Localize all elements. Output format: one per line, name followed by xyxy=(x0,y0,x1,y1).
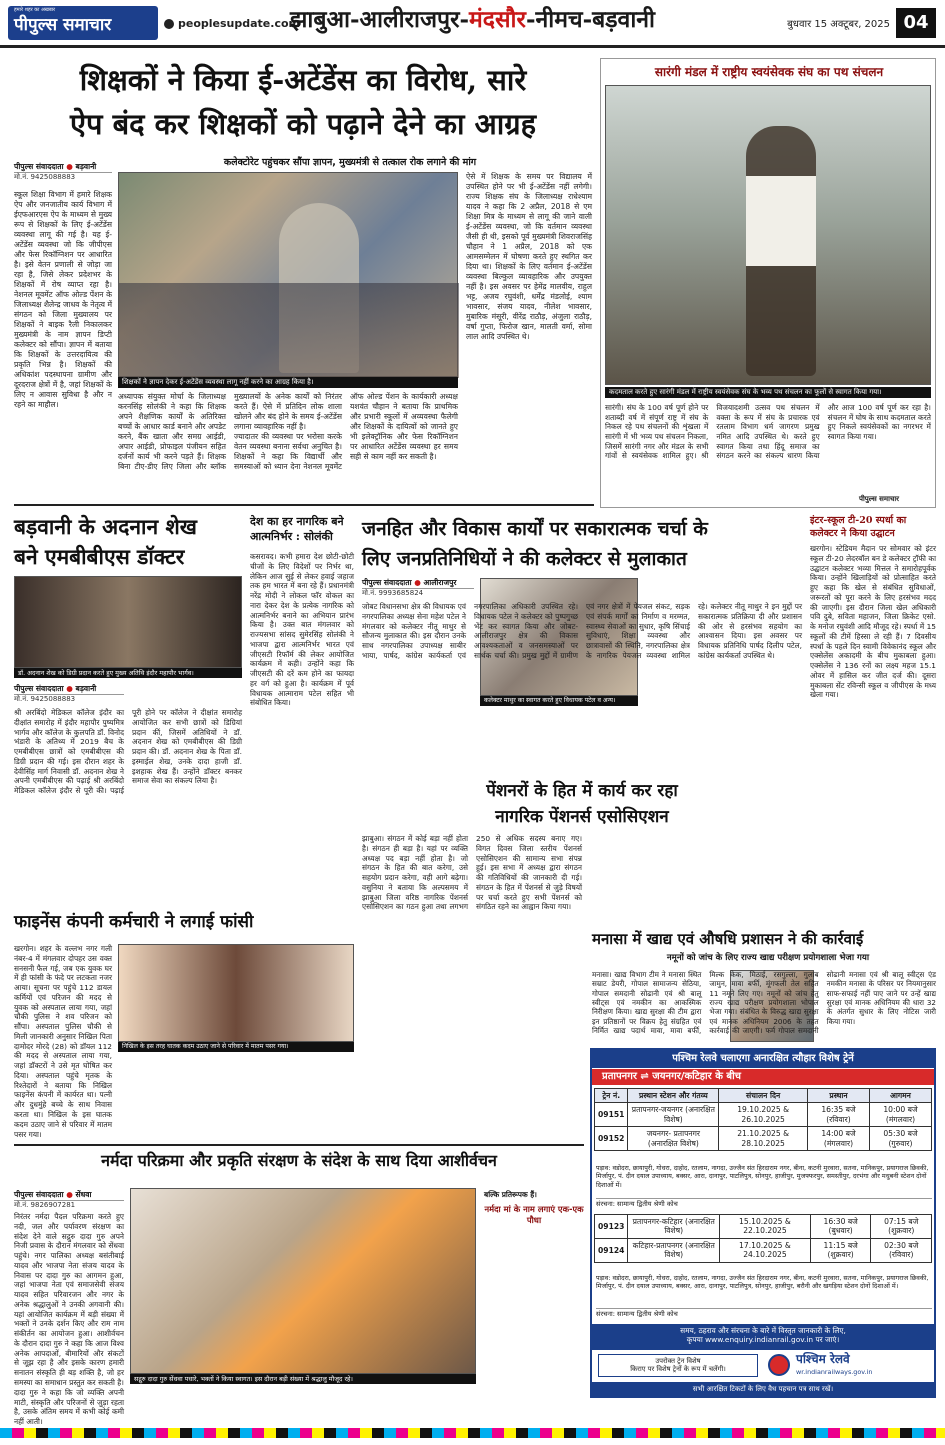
lead-mobile: मो.नं. 9425088883 xyxy=(14,173,76,182)
adnan-byline: पीपुल्स संवाददाता ● बड़वानी xyxy=(14,684,124,695)
collector-byline: पीपुल्स संवाददाता ● आलीराजपुर xyxy=(362,578,474,589)
rss-marcher-shirt xyxy=(746,176,816,266)
train-row xyxy=(595,1103,932,1127)
railway-qr-note: किराए पर विशेष ट्रेनों के रूप में चलेंगी। xyxy=(630,1365,726,1374)
railway-brand: पश्चिम रेलवे xyxy=(796,1352,850,1366)
lead-col2: अध्यापक संयुक्त मोर्चा के जिलाध्यक्ष करनसिंह सोलंकी ने कहा कि शिक्षक अपने शैक्षणिक कार्यों के अतिरिक्त बच्चों के आधार कार्ड बनाने और अपडेट करने, बैंक खाता और समग्र आईडी, अपार आईडी, प्रोफाइल पंजीयन सहित दर्जनों कार्य भी करने पड़ते हैं। शिक्षक बिना टीए-डीए लिए जिला और ब्लॉक मुख्यालयों के अनेक कार्यों को निरंतर करते हैं। ऐसे में प्रतिदिन लोक शाला खोलने और बंद होने के समय ई-अटेंडेंस लगाना व्यावहारिक नहीं है। xyxy=(118,392,342,472)
finance-photo xyxy=(118,944,354,1042)
lead-col4: ऐसे में शिक्षक के समय पर विद्यालय में उपस्थित होने पर भी ई-अटेंडेंस नहीं लगेगी। राज्य शिक्षक संघ के जिलाध्यक्ष राधेश्याम यादव ने कहा कि 2 अप्रैल, 2018 से एम शिक्षा मित्र के माध्यम से लागू की जाने वाली ई-अटेंडेंस व्यवस्था, जो कि वर्तमान व्यवस्था जैसी ही थी, इसको पूर्व मुख्यमंत्री शिवराजसिंह चौहान ने 1 अप्रैल, 2018 को एक आमसम्मेलन में घोषणा करते हुए स्थगित कर दिया था। शिक्षकों के लिए वर्तमान ई-अटेंडेंस व्यवस्था बिल्कुल व्यावहारिक और उपयुक्त नहीं है। इस अवसर पर हेमेंद्र मालवीय, राहुल भट्ट, अजय रघुवंशी, धर्मेंद्र मंडलोई, श्याम भावसार, संजय यादव, नीलेश भावसार, मुबारिक मंसूरी, वीरेंद्र राठौड़, अंजुला राठौड़, वर्षा गुप्ता, फिरोज खान, मालती वर्मा, सोमा लाल आदि उपस्थित थे। xyxy=(466,172,592,342)
narmada-photo xyxy=(130,1188,476,1374)
train-no: 09124 xyxy=(595,1238,628,1262)
route-arrow-icon: ⇌ xyxy=(640,1071,649,1082)
railway-coach-1: संरचना: सामान्य द्वितीय श्रेणी कोच xyxy=(596,1198,932,1208)
th-no: ट्रेन नं. xyxy=(595,1089,628,1103)
train-route: जयनगर- प्रतापनगर (अनारक्षित विशेष) xyxy=(628,1127,719,1151)
lead-headline xyxy=(14,58,592,146)
lead-col1: स्कूल शिक्षा विभाग में हमारे शिक्षक ऐप और जनजातीय कार्य विभाग में ईएफआरएस ऐप के माध्यम से मुख्य रूप से शिक्षकों के लिए ई-अटेंडेंस व्यवस्था लागू की गई है। यह ई-अटेंडेंस व्यवस्था जो कि जीपीएस और फेस रिकॉग्निशन पर आधारित है। इसे वेतन प्रणाली से जोड़ा जा रहा है, जिसे लेकर प्रदेशभर के शिक्षकों में रोष व्याप्त रहा है। नेशनल मूवमेंट ऑफ ओल्ड पेंशन के जिलाध्यक्ष शैलेन्द्र जाधव के नेतृत्व में संगठन को जिला मुख्यालय पर शिक्षकों ने बाइक रैली निकालकर मुख्यमंत्री के नाम ज्ञापन डिप्टी कलेक्टर को सौंपा। ज्ञापन में बताया कि शिक्षकों के उत्तरदायित्व की प्रकृति भिन्न है। शिक्षकों की अधिकांश पदस्थापना ग्रामीण और दूरदराज क्षेत्रों में है, जहां शिक्षकों के लिए न आवास सुविधा है और न रहने का माहौल। xyxy=(14,190,112,410)
narmada-mobile: मो.नं. 9826907281 xyxy=(14,1201,76,1210)
issue-date: बुधवार 15 अक्टूबर, 2025 xyxy=(787,19,890,30)
train-dep: 16:30 बजे (बुधवार) xyxy=(810,1215,871,1239)
narmada-caption: सद्गुरु दादा गुरु सेंधवा पधारे, भक्तों ने किया स्वागत। इस दौरान बड़ी संख्या में श्रद्धालु मौजूद रहे। xyxy=(130,1374,476,1384)
adnan-mobile: मो.नं. 9425088883 xyxy=(14,695,76,704)
train-table-header xyxy=(595,1089,932,1103)
region-title xyxy=(290,6,730,42)
lead-lower xyxy=(118,392,458,492)
lead-caption: शिक्षकों ने ज्ञापन देकर ई-अटेंडेंस व्यवस्था लागू नहीं करने का आग्रह किया है। xyxy=(118,377,458,388)
narmada-byline-box xyxy=(14,1190,124,1210)
pension-headline-2: नागरिक पेंशनर्स एसोसिएशन xyxy=(495,807,669,827)
railway-note: समय, ठहराव और संरचना के बारे में विस्तृत जानकारी के लिए, xyxy=(680,1326,846,1335)
train-route: कटिहार-प्रतापनगर (अनारक्षित विशेष) xyxy=(628,1238,720,1262)
train-days: 15.10.2025 & 22.10.2025 xyxy=(720,1215,811,1239)
collector-headline-1: जनहित और विकास कार्यों पर सकारात्मक चर्चा के xyxy=(362,518,708,540)
railway-qr-label: उपरोक्त ट्रेन विशेष xyxy=(655,1357,701,1365)
lead-divider xyxy=(14,504,594,506)
finance-caption: निखिल के इस तरह घातक कदम उठाए जाने से परिवार में मातम पसर गया। xyxy=(118,1042,354,1052)
lead-byline: पीपुल्स संवाददाता ● बड़वानी xyxy=(14,162,112,173)
interschool-body: खरगोन। स्टेडियम मैदान पर सोमवार को इंटर स्कूल टी-20 लेदरबॉल बन डे कलेक्टर ट्रॉफी का उद्घाटन कलेक्टर भव्या मित्तल ने समारोहपूर्वक किया। उन्होंने खिलाड़ियों को प्रोत्साहित करते हुए कहा कि खेल से संबंधित सुविधाओं, जरूरतों को पूरा करने के लिए हरसंभव मदद की जाएगी। इस दौरान जिला खेल अधिकारी पवि दुबे, सविता महाजन, जिला क्रिकेट एसो. के मनोज रघुवंशी आदि मौजूद रहे। स्पर्धा में 15 स्कूलों की टीमें हिस्सा ले रही हैं। 7 दिवसीय स्पर्धा के पहले दिन स्वामी विवेकानंद स्कूल और एक्सेलेंस अकादमी के बीच मुकाबला हुआ। एक्सेलेंस ने 136 रनों का लक्ष्य महज 15.1 ओवर में हासिल कर जीत दर्ज की। दूसरा मुकाबला सेंट रविन्सी स्कूल व जीपीएस के मध्य खेला गया। xyxy=(810,544,936,700)
food-headline: मनासा में खाद्य एवं औषधि प्रशासन ने की कार्रवाई xyxy=(592,930,864,948)
train-arr: 07:15 बजे (शुक्रवार) xyxy=(871,1215,932,1239)
rss-caption: कदमताल करते हुए सारंगी मंडल में राष्ट्रीय स्वयंसेवक संघ के भव्य पथ संचलन का फूलों से स्वागत किया गया। xyxy=(605,387,931,398)
railway-route xyxy=(592,1069,934,1085)
solanki-headline-2: आत्मनिर्भर : सोलंकी xyxy=(250,530,333,543)
train-dep: 14:00 बजे (मंगलवार) xyxy=(807,1127,869,1151)
solanki-headline-1: देश का हर नागरिक बने xyxy=(250,515,344,528)
train-arr: 02:30 बजे (रविवार) xyxy=(871,1238,932,1262)
adnan-byline-box xyxy=(14,684,124,704)
rss-box xyxy=(600,58,936,508)
collector-headline xyxy=(362,514,802,574)
train-no: 09152 xyxy=(595,1127,628,1151)
railway-footer: सभी आरक्षित टिकटों के लिए वैध पहचान पत्र साथ रखें। xyxy=(592,1382,934,1396)
finance-body: खरगोन। शहर के वल्लभ नगर गली नंबर-4 में मंगलवार दोपहर उस वक्त सनसनी फैल गई, जब एक युवक घर में ही फांसी के फंदे पर लटकता नजर आया। सूचना पर पहुंचे 112 डायल कर्मियों एवं परिजन की मदद से युवक को अस्पताल लाया गया, जहां चौकी पुलिस ने शव परिजन को सौंपा। अस्पताल पुलिस चौकी से मिली जानकारी अनुसार निखिल पिता दामोदर मोरदे (28) को डॉयल 112 की मदद से अस्पताल लाया गया, जहां डॉक्टरों ने उसे मृत घोषित कर दिया। अस्पताल पहुंचे मृतक के रिश्तेदारों ने बताया कि निखिल फाइनेंस कंपनी में कार्यरत था। पत्नी और दुधमुंहे बच्चे के साथ निवास करता था। निखिल के इस घातक कदम उठाए जाने से परिवार में मातम पसर गया। xyxy=(14,944,112,1139)
train-table-b xyxy=(594,1214,932,1263)
page-number: 04 xyxy=(896,8,936,38)
railway-note-box xyxy=(592,1324,934,1350)
rss-title: सारंगी मंडल में राष्ट्रीय स्वयंसेवक संघ का पथ संचलन xyxy=(654,65,884,79)
adnan-caption: डॉ. अदनान शेख को डिग्री प्रदान करते हुए मुख्य अतिथि इंदौर महापौर भार्गव। xyxy=(14,668,242,678)
narmada-headline: नर्मदा परिक्रमा और प्रकृति संरक्षण के संदेश के साथ दिया आशीर्वचन xyxy=(101,1151,497,1170)
pension-body: झाबुआ। संगठन में कोई बड़ा नहीं होता है। संगठन ही बड़ा है। यहां पर व्यक्ति अध्यक्ष पद बड़ा नहीं होता है। जो संगठन के हित की बात करेगा, उसे सहयोग प्रदान करेगा, वही आगे बढ़ेगा। वसुनिया ने बताया कि अल्पसमय में झाबुआ जिला वरिष्ठ नागरिक पेंशनर्स एसोसिएशन का गठन हुआ तथा लगभग 250 से अधिक सदस्य बनाए गए। विगत दिवस जिला स्तरीय पेंशनर्स एसोसिएशन की सामान्य सभा संपन्न हुई। इस सभा में अध्यक्ष द्वारा संगठन की गतिविधियों की जानकारी दी गई। संगठन के हित में पेंशनर्स से जुड़े विषयों पर चर्चा करते हुए सभी पेंशनर्स को संगठित रहने का आह्वान किया गया। xyxy=(362,834,582,912)
train-row xyxy=(595,1238,932,1262)
th-dep: प्रस्थान xyxy=(807,1089,869,1103)
region-a: झाबुआ-आलीराजपुर- xyxy=(290,6,470,33)
railway-site[interactable]: कृपया www.enquiry.indianrail.gov.in पर जाएं। xyxy=(686,1335,840,1345)
train-no: 09151 xyxy=(595,1103,628,1127)
adnan-headline xyxy=(14,512,244,572)
route-right: जयनगर/कटिहार के बीच xyxy=(652,1071,742,1082)
railway-qr-box xyxy=(598,1354,758,1377)
narmada-sub1: बल्कि प्रतिरूपक हैं। xyxy=(484,1190,537,1199)
train-dep: 16:35 बजे (रविवार) xyxy=(807,1103,869,1127)
railway-halts-1: पड़ाव: वडोदरा, छायापुरी, गोधरा, दाहोद, रतलाम, नागदा, उज्जैन संत हिरदाराम नगर, बीना, कटनी मुरवारा, सतना, मानिकपुर, प्रयागराज छिवकी, मिर्जापुर, पं. दीन दयाल उपाध्याय, बक्सर, आरा, दानापुर, पाटलिपुत्र, सोनपुर, हाजीपुर, मुजफ्फरपुर, समस्तीपुर, दरभंगा और मधुबनी स्टेशन दोनों दिशाओं में। xyxy=(596,1164,929,1189)
region-c: -नीमच-बड़वानी xyxy=(525,6,656,33)
solanki-headline xyxy=(250,514,354,544)
railway-title: पश्चिम रेलवे चलाएगा अनारक्षित त्यौहार विशेष ट्रेनें xyxy=(592,1050,934,1068)
collector-photo-mask xyxy=(474,578,642,708)
train-days: 21.10.2025 & 28.10.2025 xyxy=(719,1127,808,1151)
lead-col3: ज्यादातर की व्यवस्था पर भरोसा करके वेतन व्यवस्था बनाना सर्वथा अनुचित है। शिक्षकों ने कहा कि विद्यार्थी और समस्याओं को ध्यान देना नेशनल मूवमेंट ऑफ ओल्ड पेंशन के कार्यकारी अध्यक्ष यशवंत चौहान ने बताया कि प्राथमिक और प्रभारी स्कूलों में अव्यवस्था फैलेगी और शिक्षकों के दायित्वों को जानते हुए भी इलेक्ट्रॉनिक और फेस रिकॉग्निशन पर आधारित अटेंडेंस व्यवस्था हर समय सही से काम नहीं कर सकती है। xyxy=(234,392,458,472)
lead-subhead: कलेक्टोरेट पहुंचकर सौंपा ज्ञापन, मुख्यमंत्री से तत्काल रोक लगाने की मांग xyxy=(223,157,477,168)
logo-text: पीपुल्स समाचार xyxy=(14,15,112,35)
website-icon xyxy=(164,19,174,29)
adnan-headline-2: बने एमबीबीएस डॉक्टर xyxy=(14,544,185,569)
adnan-body: श्री अरबिंदो मेडिकल कॉलेज इंदौर का दीक्षांत समारोह में इंदौर महापौर पुष्यमित्र भार्गव और कॉलेज के कुलपति डॉ. विनोद भंडारी के अतिथ्य में 2019 बैच के एमबीबीएस छात्रों को एमबीबीएस की डिग्री प्रदान की गई। इस दौरान शहर के देवीसिंह मार्ग निवासी डॉ. अदनान शेख ने अपनी एमबीबीएस की पढ़ाई श्री अरबिंदो मेडिकल कॉलेज इंदौर से पूरी की। पढ़ाई पूरी होने पर कॉलेज ने दीक्षांत समारोह आयोजित कर सभी छात्रों को डिग्रियां प्रदान कीं, जिसमें अतिथियों ने डॉ. अदनान शेख को एमबीबीएस की डिग्री प्रदान की। डॉ. अदनान शेख के पिता डॉ. इस्माईल शेख, उनके दादा हाजी डॉ. इशहाक शेख हैं। उन्होंने डॉक्टर बनकर समाज सेवा का संकल्प लिया है। xyxy=(14,708,242,796)
region-b: मंदसौर xyxy=(469,6,526,33)
train-table-a xyxy=(594,1088,932,1151)
th-route: प्रस्थान स्टेशन और गंतव्य xyxy=(628,1089,719,1103)
lead-byline-box xyxy=(14,162,112,182)
railway-coach-2: संरचना: सामान्य द्वितीय श्रेणी कोच xyxy=(596,1308,932,1318)
narmada-divider xyxy=(14,1144,584,1146)
interschool-headline xyxy=(810,514,936,540)
finance-headline: फाइनेंस कंपनी कर्मचारी ने लगाई फांसी xyxy=(14,912,254,932)
train-row xyxy=(595,1215,932,1239)
masthead xyxy=(0,0,945,48)
solanki-body: कसरावद। कभी हमारा देश छोटी-छोटी चीजों के लिए विदेशों पर निर्भर था, लेकिन आज सुई से लेकर हवाई जहाज तक हम भारत में बना रहे हैं। प्रधानमंत्री नरेंद्र मोदी ने लोकल फॉर वोकल का नारा देकर देश के प्रत्येक नागरिक को आत्मनिर्भर बनाने का अभियान प्रारंभ किया है। उक्त बात मंगलवार को राज्यसभा सांसद सुमेरसिंह सोलंकी ने भाजपा द्वारा आत्मनिर्भर भारत एवं जीएसटी रिफॉर्म की लेकर आयोजित कार्यक्रम में कही। उन्होंने कहा कि जीएसटी की दरें कम होने का फायदा हर वर्ग को हुआ है। कार्यक्रम में पूर्व विधायक आत्माराम पटेल सहित भी संबोधित किया। xyxy=(250,552,354,708)
railway-halts-2: पड़ाव: वडोदरा, छायापुरी, गोधरा, दाहोद, रतलाम, नागदा, उज्जैन संत हिरदाराम नगर, बीना, कटनी मुरवारा, सतना, मानिकपुर, प्रयागराज छिवकी, मिर्जापुर, पं. दीन दयाल उपाध्याय, बक्सर, आरा, दानापुर, पाटलिपुत्र, सोनपुर, हाजीपुर, बरौनी और खगड़िया स्टेशन दोनों दिशाओं में। xyxy=(596,1274,929,1291)
collector-byline-box xyxy=(362,578,474,598)
food-body: मनासा। खाद्य विभाग टीम ने मनासा स्थित सम्राट डेयरी, गोपाल सामाजन्य सेठिया, गोपाल समदानी सोढानी एवं श्री बालू स्वीट्स एवं नमकीन का आकस्मिक निरीक्षण किया। खाद्य सुरक्षा की टीम द्वारा इन प्रतिष्ठानों पर विक्रय हेतु संग्रहित एवं निर्मित खाद्य पदार्थ मावा, मावा बर्फी, मिल्क केक, मिठाई, रसगुल्ला, गुलाब जामुन, मावा बर्फी, मूंगफली तेल सहित 11 नमूने लिए गए। नमूनों को जांच हेतु राज्य खाद्य परीक्षण प्रयोगशाला भोपाल भेजा गया। संबंधित के विरुद्ध खाद्य सुरक्षा एवं मानक अधिनियम 2006 के तहत कार्रवाई की जाएगी। फर्म गोपाल समदानी सोढानी मनासा एवं श्री बालू स्वीट्स एंड नमकीन मनासा के परिसर पर नियमानुसार साफ-सफाई नहीं पाए जाने पर उन्हें खाद्य सुरक्षा एवं मानक अधिनियम की धारा 32 के अंतर्गत सुधार के लिए नोटिस जारी किया गया। xyxy=(592,970,936,1036)
train-days: 19.10.2025 & 26.10.2025 xyxy=(719,1103,808,1127)
train-row xyxy=(595,1127,932,1151)
route-left: प्रतापनगर xyxy=(602,1071,637,1082)
narmada-byline: पीपुल्स संवाददाता ● सेंधवा xyxy=(14,1190,124,1201)
interschool-headline-2: कलेक्टर ने किया उद्घाटन xyxy=(810,528,895,539)
train-route: प्रतापनगर-जयनगर (अनारक्षित विशेष) xyxy=(628,1103,719,1127)
tagline: हमारे शहर का अखबार xyxy=(14,7,56,13)
narmada-body: निरंतर नर्मदा पैदल परिक्रमा करते हुए नदी, जल और पर्यावरण संरक्षण का संदेश देने वाले सद्गुरु दादा गुरु अपने निजी प्रवास के दौरान मंगलवार को सेंधवा पहुंचे। नगर पालिका अध्यक्ष बसंतीबाई यादव और भाजपा नेता संजय यादव के निवास पर दादा गुरु का आगमन हुआ, जहां भाजपा नेता एवं समाजसेवी संजय यादव सहित परिवारजन और नगर के अनेक श्रद्धालुओं ने उनकी अगवानी की। यहां आयोजित कार्यक्रम में बड़ी संख्या में भक्तों ने उनके दर्शन किए और राम नाम संकीर्तन का आयोजन हुआ। आशीर्वचन के दौरान दादा गुरु ने कहा कि आज विश्व अनेक आपदाओं, बीमारियों और संकटों से जूझ रहा है और इसके कारण हमारी सनातन संस्कृति ही बड़ शक्ति है, जो हर समस्या का समाधान प्रस्तुत कर सकती है। दादा गुरु ने कहा कि जो व्यक्ति अपनी माटी, संस्कृति और परिजनों से जुड़ा रहता है, उसके अंतिम समय में कभी कोई कमी नहीं आती। xyxy=(14,1212,124,1427)
train-dep: 11:15 बजे (शुक्रवार) xyxy=(810,1238,871,1262)
th-days: संचालन दिन xyxy=(719,1089,808,1103)
rss-photo xyxy=(605,85,931,385)
adnan-photo xyxy=(14,576,242,668)
th-arr: आगमन xyxy=(869,1089,931,1103)
collector-caption: कलेक्टर माथुर का स्वागत करते हुए विधायक पटेल व अन्य। xyxy=(480,696,638,706)
train-arr: 10:00 बजे (मंगलवार) xyxy=(869,1103,931,1127)
narmada-sub2: नर्मदा मां के नाम लगाएं एक-एक पौधा xyxy=(484,1204,584,1225)
train-days: 17.10.2025 & 24.10.2025 xyxy=(720,1238,811,1262)
rss-credit: पीपुल्स समाचार xyxy=(859,495,900,503)
pension-headline xyxy=(362,778,802,830)
railway-brand-site[interactable]: wr.indianrailways.gov.in xyxy=(796,1368,873,1376)
color-bar xyxy=(0,1428,945,1438)
railway-logo-icon xyxy=(768,1354,790,1376)
interschool-headline-1: इंटर-स्कूल टी-20 स्पर्धा का xyxy=(810,515,907,526)
lead-photo-crowd xyxy=(119,283,459,378)
narmada-body-right xyxy=(130,1388,586,1410)
railway-ad xyxy=(590,1048,936,1398)
adnan-headline-1: बड़वानी के अदनान शेख xyxy=(14,514,197,539)
lead-headline-line1: शिक्षकों ने किया ई-अटेंडेंस का विरोध, सारे xyxy=(79,63,527,97)
food-subhead: नमूनों को जांच के लिए राज्य खाद्य परीक्षण प्रयोगशाला भेजा गया xyxy=(666,953,870,963)
lead-headline-line2: ऐप बंद कर शिक्षकों को पढ़ाने देने का आग्रह xyxy=(69,107,537,141)
railway-table-2 xyxy=(594,1214,932,1263)
rss-body: सारंगी। संघ के 100 वर्ष पूर्ण होने पर शताब्दी वर्ष में संपूर्ण राष्ट्र में संघ के निकल रहे पथ संचलनों की शृंखला में सारंगी में भी भव्य पथ संचलन निकला, जिसमें सारंगी नगर और मंडल के सभी गांवों से स्वयंसेवक शामिल हुए। श्री विजयादशमी उत्सव पथ संचलन में वक्ता के रूप में संघ के प्रचारक एवं रतलाम विभाग धर्म जागरण प्रमुख नमित आदि उपस्थित थे। करते हुए स्वागत किया तथा हिंदू समाज का संगठन करने का संकल्प धारण किया और आज 100 वर्ष पूर्ण कर रहा है। संचलन में घोष के साथ कदमताल करते हुए निकले स्वयंसेवकों का नगरभर में स्वागत किया गया। xyxy=(605,403,931,461)
train-no: 09123 xyxy=(595,1215,628,1239)
collector-headline-2: लिए जनप्रतिनिधियों ने की कलेक्टर से मुलाकात xyxy=(362,548,687,570)
website[interactable]: peoplesupdate.com xyxy=(178,17,300,30)
lead-photo xyxy=(118,172,458,377)
logo xyxy=(8,6,158,40)
collector-mobile: मो.नं. 9993685824 xyxy=(362,589,424,598)
train-route: प्रतापनगर-कटिहार (अनारक्षित विशेष) xyxy=(628,1215,720,1239)
collector-body: जोबट विधानसभा क्षेत्र की विधायक एवं नगरपालिका अध्यक्ष सेना महेश पटेल ने मंगलवार को कलेक्टर नीतू माथुर से सौजन्य मुलाकात की। इस दौरान उनके साथ नगरपालिका उपाध्यक्ष साबीर भाया, पार्षद, कांग्रेस कार्यकर्ता एवं नगरपालिका अधिकारी उपस्थित रहे। विधायक पटेल ने कलेक्टर को पुष्पगुच्छ भेंट कर स्वागत किया और जोबट-आलीराजपुर क्षेत्र की विकास आवश्यकताओं व जनसमस्याओं पर सार्थक चर्चा की। प्रमुख मुद्दों में ग्रामीण एवं नगर क्षेत्रों में पेयजल संकट, सड़क एवं संपर्क मार्गों का निर्माण व मरम्मत, स्वास्थ्य सेवाओं का सुधार, कृषि सिंचाई सुविधाएं, शिक्षा व्यवस्था और छात्रावासों की स्थिति, नगरपालिका क्षेत्र के नागरिक पेयजल व्यवस्था शामिल रहे। कलेक्टर नीतू माथुर ने इन मुद्दों पर सकारात्मक प्रतिक्रिया दी और प्रशासन की ओर से हरसंभव सहयोग का आश्वासन दिया। इस अवसर पर विधायक प्रतिनिधि पार्षद दिलीप पटेल, कांग्रेस कार्यकर्ता उपस्थित थे। xyxy=(362,602,802,660)
railway-table-1 xyxy=(594,1088,932,1151)
pension-headline-1: पेंशनरों के हित में कार्य कर रहा xyxy=(486,781,678,801)
train-arr: 05:30 बजे (गुरुवार) xyxy=(869,1127,931,1151)
